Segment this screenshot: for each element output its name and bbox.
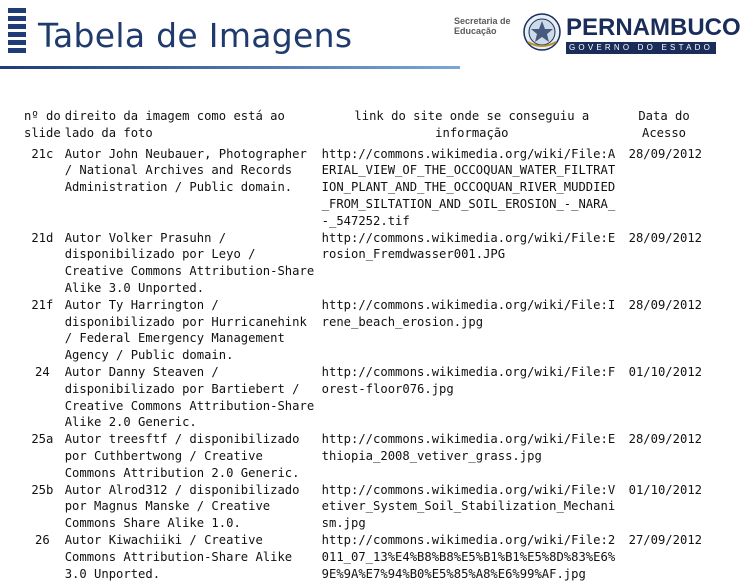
table-row [22, 146, 704, 230]
table-header-row [22, 106, 704, 146]
access-date: 01/10/2012 [628, 364, 702, 379]
access-date: 28/09/2012 [628, 146, 702, 161]
page-title: Tabela de Imagens [38, 16, 353, 55]
slide-number: 25b [31, 482, 54, 497]
image-rights: Autor Alrod312 / disponibilizado por Magnus Manske / Creative Commons Share Alike 1.0. [64, 482, 300, 531]
source-link[interactable]: http://commons.wikimedia.org/wiki/File:Forest-floor076.jpg [321, 364, 616, 396]
government-logo [454, 12, 741, 56]
image-rights: Autor John Neubauer, Photographer / National Archives and Records Administration / Public domain. [64, 146, 307, 195]
slide-header [0, 0, 741, 70]
access-date: 28/09/2012 [628, 297, 702, 312]
table-row [22, 230, 704, 297]
slide-number: 26 [35, 532, 50, 547]
source-link[interactable]: http://commons.wikimedia.org/wiki/File:AERIAL_VIEW_OF_THE_OCCOQUAN_WATER_FILTRATION_PLANT_AND_THE_OCCOQUAN_RIVER_MUDDIED_FROM_SILTATION_AND_SOIL_EROSION_-_NARA_-_547252.tif [321, 146, 616, 228]
table-row [22, 482, 704, 532]
source-link[interactable]: http://commons.wikimedia.org/wiki/File:2011_07_13%E4%B8%B8%E5%B1%B1%E5%8D%83%E6%9E%9A%E7%94%B0%E5%85%A8%E6%99%AF.jpg [321, 532, 616, 581]
image-table-container [22, 106, 704, 581]
image-rights: Autor Volker Prasuhn / disponibilizado por Leyo / Creative Commons Attribution-Share Alike 3.0 Unported. [64, 230, 315, 295]
source-link[interactable]: http://commons.wikimedia.org/wiki/File:Irene_beach_erosion.jpg [321, 297, 616, 329]
image-credits-table [22, 106, 704, 582]
column-header-slide: nº do slide [24, 109, 61, 140]
table-row [22, 431, 704, 481]
state-subtitle: GOVERNO DO ESTADO [566, 42, 716, 54]
table-row [22, 364, 704, 431]
slide-number: 25a [31, 432, 54, 447]
image-rights: Autor treesftf / disponibilizado por Cuthbertwong / Creative Commons Attribution 2.0 Generic. [64, 432, 300, 480]
slide-number: 21c [31, 146, 54, 161]
slide-number: 21d [31, 230, 54, 245]
secretaria-label: Secretaria de Educação [454, 16, 511, 36]
decorative-bars [8, 8, 26, 62]
column-header-link: link do site onde se conseguiu a informação [354, 109, 590, 140]
slide-number: 24 [35, 364, 50, 379]
access-date: 28/09/2012 [628, 230, 702, 245]
image-rights: Autor Ty Harrington / disponibilizado por Hurricanehink / Federal Emergency Management Agency / Public domain. [64, 297, 307, 363]
access-date: 27/09/2012 [628, 532, 702, 547]
state-name: PERNAMBUCO [566, 14, 741, 41]
image-rights: Autor Danny Steaven / disponibilizado por Bartiebert / Creative Commons Attribution-Share Alike 2.0 Generic. [64, 364, 315, 430]
access-date: 01/10/2012 [628, 482, 702, 497]
table-row [22, 532, 704, 582]
table-row [22, 297, 704, 364]
image-rights: Autor Kiwachiiki / Creative Commons Attribution-Share Alike 3.0 Unported. [64, 532, 293, 581]
state-seal-icon [522, 12, 562, 52]
slide-number: 21f [31, 297, 54, 312]
title-underline [0, 66, 460, 69]
source-link[interactable]: http://commons.wikimedia.org/wiki/File:Erosion_Fremdwasser001.JPG [321, 230, 616, 262]
column-header-date: Data do Acesso [638, 109, 690, 140]
source-link[interactable]: http://commons.wikimedia.org/wiki/File:Ethiopia_2008_vetiver_grass.jpg [321, 432, 616, 463]
access-date: 28/09/2012 [628, 432, 702, 447]
column-header-rights: direito da imagem como está ao lado da foto [64, 109, 285, 140]
source-link[interactable]: http://commons.wikimedia.org/wiki/File:Vetiver_System_Soil_Stabilization_Mechanism.jpg [321, 482, 616, 531]
